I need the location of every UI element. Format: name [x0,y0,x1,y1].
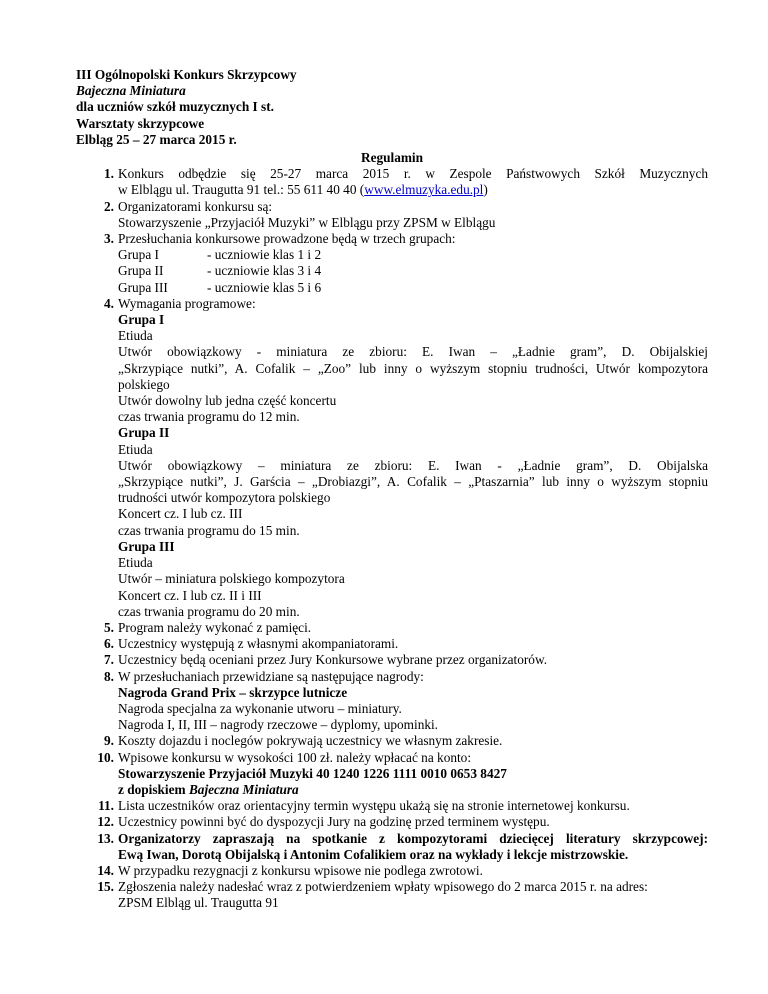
rule-number: 3. [104,231,114,247]
rule-text: Konkurs odbędzie się 25-27 marca 2015 r. w Zespole Państwowych Szkół Muzycznych [118,166,708,182]
transfer-note-title: Bajeczna Miniatura [188,781,299,797]
rule-text: W przesłuchaniach przewidziane są następujące nagrody: [118,668,424,684]
group-row [118,247,708,263]
rule-number: 6. [104,636,114,652]
rule-text: Organizatorami konkursu są: [118,198,273,214]
rule-text: Uczestnicy występują z własnymi akompaniatorami. [118,636,399,652]
group-row [118,263,708,279]
rule-text: W przypadku rezygnacji z konkursu wpisowe nie podlega zwrotowi. [118,862,483,878]
rule-12 [76,814,708,830]
rule-6 [76,636,708,652]
program-line: „Skrzypiące nutki”, A. Cofalik – „Zoo” lub inny o wyższym stopniu trudności, Utwór kompozytora [118,360,708,376]
program-line: czas trwania programu do 12 min. [118,409,300,425]
transfer-note-prefix: z dopiskiem [118,781,189,797]
rules-list [76,166,708,911]
group-name: Grupa II [118,263,164,279]
website-link[interactable]: www.elmuzyka.edu.pl [364,182,484,198]
contest-date-place: Elbląg 25 – 27 marca 2015 r. [76,131,237,147]
special-award: Nagroda specjalna za wykonanie utworu – miniatury. [118,700,402,716]
program-line: polskiego [118,376,170,392]
rule-number: 5. [104,619,114,635]
rule-number: 9. [104,733,114,749]
program-line: czas trwania programu do 20 min. [118,603,300,619]
rule-10 [76,750,708,799]
program-line: „Skrzypiące nutki”, J. Garścia – „Drobiazgi”, A. Cofalik – „Ptaszarnia” lub inny o wyższym stopniu [118,474,708,490]
rule-text: Ewą Iwan, Dorotą Obijalską i Antonim Cofalikiem oraz na wykłady i lekcje mistrzowskie. [118,846,629,862]
rule-text: Organizatorzy zapraszają na spotkanie z kompozytorami dziecięcej literatury skrzypcowej: [118,830,708,846]
group-desc: - uczniowie klas 5 i 6 [207,279,322,295]
rule-11 [76,798,708,814]
contest-subtitle: Bajeczna Miniatura [76,83,186,99]
placement-awards: Nagroda I, II, III – nagrody rzeczowe – dyplomy, upominki. [118,717,439,733]
program-line: czas trwania programu do 15 min. [118,522,300,538]
group-heading: Grupa III [118,538,175,554]
rule-number: 2. [104,198,114,214]
program-line: Utwór dowolny lub jedna część koncertu [118,393,337,409]
rule-text: Przesłuchania konkursowe prowadzone będą w trzech grupach: [118,231,456,247]
program-line: Utwór obowiązkowy – miniatura ze zbioru: E. Iwan - „Ładnie gram”, D. Obijalska [118,457,708,473]
rule-4 [76,296,708,620]
address-text-end: ) [483,182,488,198]
program-line: Utwór obowiązkowy - miniatura ze zbioru: E. Iwan – „Ładnie gram”, D. Obijalskiej [118,344,708,360]
rule-text: Zgłoszenia należy nadesłać wraz z potwierdzeniem wpłaty wpisowego do 2 marca 2015 r. na adres: [118,879,648,895]
rule-text: Program należy wykonać z pamięci. [118,619,312,635]
rule-text: Uczestnicy będą oceniani przez Jury Konkursowe wybrane przez organizatorów. [118,652,548,668]
program-line: Koncert cz. I lub cz. II i III [118,587,262,603]
rule-13 [76,831,708,863]
contest-audience: dla uczniów szkół muzycznych I st. [76,99,274,115]
rule-number: 12. [97,814,114,830]
rule-2 [76,199,708,231]
rule-number: 8. [104,668,114,684]
rule-number: 1. [104,166,114,182]
program-line: trudności utwór kompozytora polskiego [118,490,331,506]
transfer-note [118,782,708,798]
rule-number: 7. [104,652,114,668]
rule-8 [76,669,708,734]
rule-15 [76,879,708,911]
grand-prix-award: Nagroda Grand Prix – skrzypce lutnicze [118,684,348,700]
rule-text: Stowarzyszenie „Przyjaciół Muzyki” w Elblągu przy ZPSM w Elblągu [118,214,496,230]
rule-9 [76,733,708,749]
group-heading: Grupa II [118,425,170,441]
program-line: Etiuda [118,441,153,457]
group-name: Grupa I [118,247,159,263]
rule-number: 11. [98,798,114,814]
group-desc: - uczniowie klas 3 i 4 [207,263,322,279]
rule-5 [76,620,708,636]
rule-text: Koszty dojazdu i noclegów pokrywają uczestnicy we własnym zakresie. [118,733,503,749]
rule-text: Wymagania programowe: [118,295,256,311]
program-line: Utwór – miniatura polskiego kompozytora [118,571,345,587]
rule-number: 4. [104,295,114,311]
workshop-title: Warsztaty skrzypcowe [76,115,205,131]
rule-7 [76,652,708,668]
address-text: w Elblągu ul. Traugutta 91 tel.: 55 611 40 40 ( [118,182,365,198]
rule-3 [76,231,708,296]
rule-text-address [118,182,708,198]
rule-text: Uczestnicy powinni być do dyspozycji Jury na godzinę przed terminem występu. [118,814,550,830]
rule-number: 14. [97,862,114,878]
program-line: Koncert cz. I lub cz. III [118,506,243,522]
rule-1 [76,166,708,198]
group-row [118,280,708,296]
rule-text: Lista uczestników oraz orientacyjny termin występu ukażą się na stronie internetowej konkursu. [118,798,630,814]
rule-number: 13. [97,830,114,846]
rule-14 [76,863,708,879]
contest-title: III Ogólnopolski Konkurs Skrzypcowy [76,67,297,82]
rule-number: 15. [97,879,114,895]
rule-number: 10. [97,749,114,765]
rule-text-address: ZPSM Elbląg ul. Traugutta 91 [118,895,279,911]
program-line: Etiuda [118,328,153,344]
document-header [76,67,708,148]
bank-account: Stowarzyszenie Przyjaciół Muzyki 40 1240 1226 1111 0010 0653 8427 [118,765,507,781]
group-name: Grupa III [118,279,168,295]
program-line: Etiuda [118,555,153,571]
regulations-heading: Regulamin [360,150,424,166]
group-desc: - uczniowie klas 1 i 2 [207,247,322,263]
group-heading: Grupa I [118,312,165,328]
rule-text: Wpisowe konkursu w wysokości 100 zł. należy wpłacać na konto: [118,749,472,765]
